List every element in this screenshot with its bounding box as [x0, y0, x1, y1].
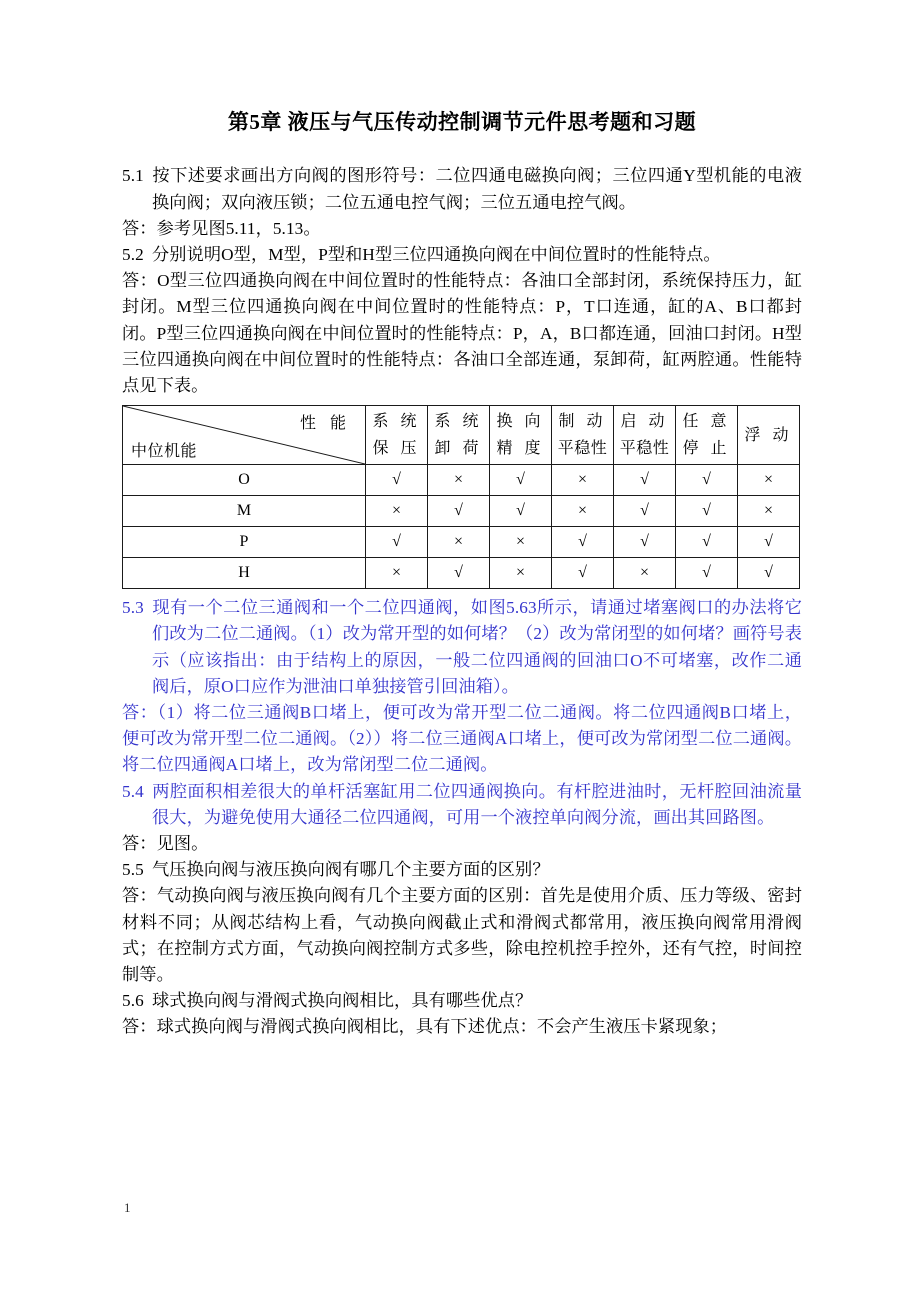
cell-h-4: ×: [614, 558, 676, 589]
cell-m-0: ×: [366, 496, 428, 527]
cell-m-5: √: [676, 496, 738, 527]
col-header-line1: 制 动: [558, 413, 607, 431]
col-header-line2: 平稳性: [619, 440, 670, 458]
col-header-line1: 启 动: [620, 413, 669, 431]
col-header-line2: 精 度: [496, 440, 545, 458]
question-5-3: [122, 595, 802, 700]
cell-m-1: √: [428, 496, 490, 527]
cell-o-1: ×: [428, 465, 490, 496]
row-label-m: M: [123, 496, 366, 527]
table-header: [123, 406, 800, 465]
question-text: 现有一个二位三通阀和一个二位四通阀，如图5.63所示，请通过堵塞阀口的办法将它们改为二位二通阀。（1）改为常开型的如何堵？（2）改为常闭型的如何堵？画符号表示（应该指出：由于结构上的原因，一般二位四通阀的回油口O不可堵塞，改作二通阀后，原O口应作为泄油口单独接管引回油箱）。: [152, 598, 802, 696]
row-label-p: P: [123, 527, 366, 558]
cell-o-6: ×: [738, 465, 800, 496]
answer-5-3: 答：（1）将二位三通阀B口堵上，便可改为常开型二位二通阀。将二位四通阀B口堵上，便可改为常开型二位二通阀。（2））将二位三通阀A口堵上，便可改为常闭型二位二通阀。将二位四通阀A口堵上，改为常闭型二位二通阀。: [122, 703, 802, 775]
page-title: 第5章 液压与气压传动控制调节元件思考题和习题: [227, 110, 697, 134]
question-text: 气压换向阀与液压换向阀有哪几个主要方面的区别？: [152, 860, 550, 880]
document-content: [122, 108, 802, 1041]
row-label-h: H: [123, 558, 366, 589]
question-text: 按下述要求画出方向阀的图形符号：二位四通电磁换向阀；三位四通Y型机能的电液换向阀；双向液压锁；二位五通电控气阀；三位五通电控气阀。: [152, 166, 802, 212]
col-header-line2: 卸 荷: [434, 440, 483, 458]
question-number: 5.6: [122, 991, 144, 1011]
cell-h-0: ×: [366, 558, 428, 589]
question-5-6: [122, 988, 802, 1014]
col-header-line1: 系 统: [434, 413, 483, 431]
cell-p-2: ×: [490, 527, 552, 558]
cell-o-2: √: [490, 465, 552, 496]
cell-o-5: √: [676, 465, 738, 496]
answer-5-5: 答：气动换向阀与液压换向阀有几个主要方面的区别：首先是使用介质、压力等级、密封材料不同；从阀芯结构上看，气动换向阀截止式和滑阀式都常用，液压换向阀常用滑阀式；在控制方式方面，气动换向阀控制方式多些，除电控机控手控外，还有气控，时间控制等。: [122, 886, 802, 985]
corner-label-performance: 性 能: [299, 415, 351, 433]
table-body: [123, 465, 800, 589]
col-header-line2: 保 压: [372, 440, 421, 458]
question-number: 5.5: [122, 860, 144, 880]
table-row: [123, 558, 800, 589]
cell-m-6: ×: [738, 496, 800, 527]
table-col-header-0: [366, 406, 428, 465]
col-header-line1: 任 意: [682, 413, 731, 431]
cell-m-3: ×: [552, 496, 614, 527]
cell-h-5: √: [676, 558, 738, 589]
table-corner-cell: [123, 406, 366, 465]
question-number: 5.4: [122, 781, 144, 801]
table-col-header-2: [490, 406, 552, 465]
row-label-o: O: [123, 465, 366, 496]
table-row: [123, 465, 800, 496]
cell-p-0: √: [366, 527, 428, 558]
col-header-line2: 停 止: [682, 440, 731, 458]
col-header-line1: 浮 动: [744, 426, 793, 444]
cell-p-6: √: [738, 527, 800, 558]
answer-5-1: 答：参考见图5.11，5.13。: [122, 218, 321, 238]
cell-p-1: ×: [428, 527, 490, 558]
answer-5-4: 答：见图。: [122, 834, 209, 854]
table-row: [123, 527, 800, 558]
table-row: [123, 496, 800, 527]
question-number: 5.2: [122, 245, 144, 264]
cell-o-3: ×: [552, 465, 614, 496]
cell-h-2: ×: [490, 558, 552, 589]
cell-p-4: √: [614, 527, 676, 558]
col-header-line2: 平稳性: [557, 440, 608, 458]
cell-h-6: √: [738, 558, 800, 589]
cell-h-1: √: [428, 558, 490, 589]
col-header-line1: 换 向: [496, 413, 545, 431]
question-number: 5.3: [122, 598, 144, 618]
table-col-header-5: [676, 406, 738, 465]
cell-h-3: √: [552, 558, 614, 589]
cell-p-3: √: [552, 527, 614, 558]
answer-5-6: 答：球式换向阀与滑阀式换向阀相比，具有下述优点：不会产生液压卡紧现象；: [122, 1017, 728, 1037]
question-text: 分别说明O型，M型，P型和H型三位四通换向阀在中间位置时的性能特点。: [152, 245, 721, 264]
cell-m-2: √: [490, 496, 552, 527]
table-col-header-3: [552, 406, 614, 465]
cell-o-0: √: [366, 465, 428, 496]
col-header-line1: 系 统: [372, 413, 421, 431]
cell-o-4: √: [614, 465, 676, 496]
table-col-header-6: [738, 406, 800, 465]
answer-5-2: 答：O型三位四通换向阀在中间位置时的性能特点：各油口全部封闭，系统保持压力，缸封闭。M型三位四通换向阀在中间位置时的性能特点：P，T口连通，缸的A、B口都封闭。P型三位四通换向阀在中间位置时的性能特点：P，A，B口都连通，回油口封闭。H型三位四通换向阀在中间位置时的性能特点：各油口全部连通，泵卸荷，缸两腔通。性能特点见下表。: [122, 271, 802, 396]
cell-p-5: √: [676, 527, 738, 558]
table-col-header-1: [428, 406, 490, 465]
table-col-header-4: [614, 406, 676, 465]
question-text: 两腔面积相差很大的单杆活塞缸用二位四通阀换向。有杆腔进油时，无杆腔回油流量很大，为避免使用大通径二位四通阀，可用一个液控单向阀分流，画出其回路图。: [152, 781, 802, 827]
question-5-5: [122, 857, 802, 883]
page-number: 1: [124, 1200, 131, 1215]
question-5-2: [122, 242, 802, 268]
question-5-4: [122, 779, 802, 831]
question-text: 球式换向阀与滑阀式换向阀相比，具有哪些优点？: [152, 991, 533, 1011]
question-number: 5.1: [122, 166, 144, 186]
cell-m-4: √: [614, 496, 676, 527]
question-5-1: [122, 163, 802, 215]
table-header-row: [123, 406, 800, 465]
corner-label-center-function: 中位机能: [131, 443, 198, 461]
performance-table: [122, 405, 800, 589]
